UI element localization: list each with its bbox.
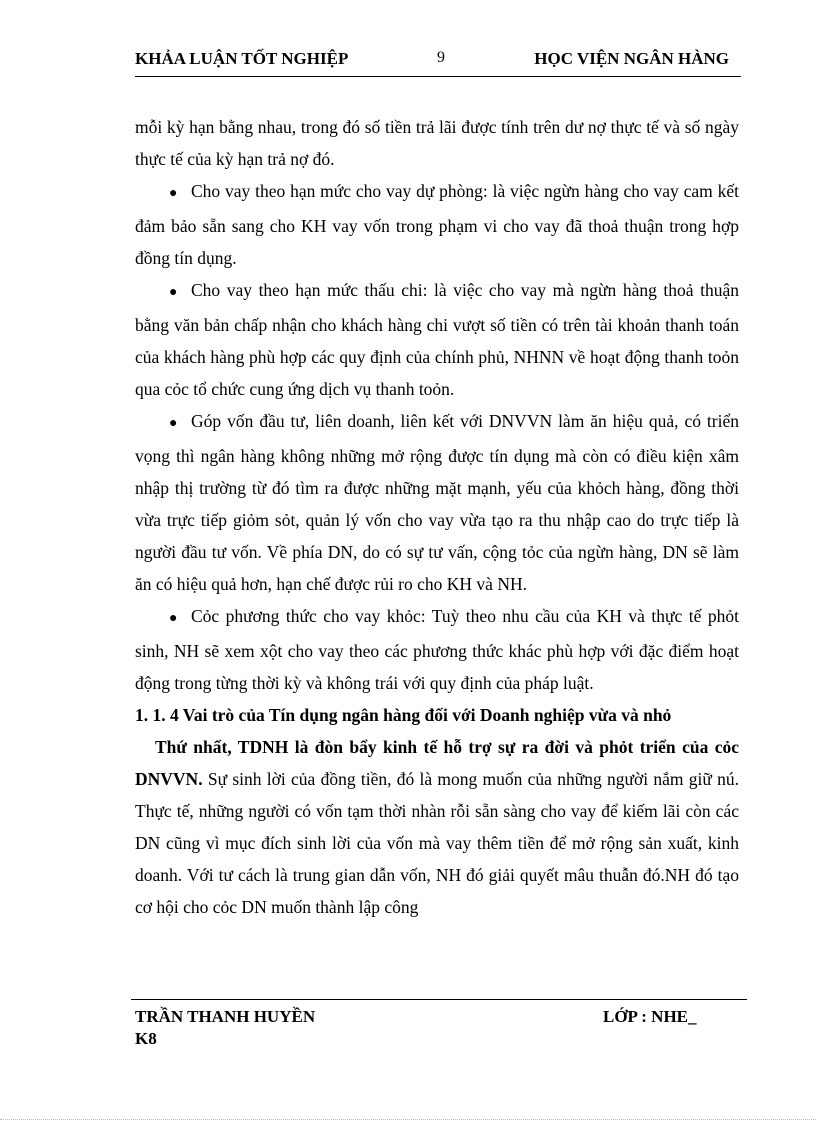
bullet-dot-icon: ● — [169, 285, 178, 300]
footer-class-suffix: K8 — [135, 1029, 157, 1048]
paragraph-first-role — [135, 731, 739, 923]
page-header — [135, 46, 741, 77]
bullet-text: Cho vay theo hạn mức cho vay dự phòng: là việc ngừn hàng cho vay cam kết đảm bảo sẵn sang cho KH vay vốn trong phạm vi cho vay đã thoả thuận trong hợp đồng tín dụng. — [135, 181, 739, 268]
bullet-text: Cho vay theo hạn mức thấu chi: là việc cho vay mà ngừn hàng thoả thuận bằng văn bản chấp nhận cho khách hàng chi vượt số tiền có trên tài khoản thanh toán của khách hàng phù hợp các quy định của chính phủ, NHNN về hoạt động thanh toỏn qua cỏc tổ chức cung ứng dịch vụ thanh toỏn. — [135, 280, 739, 399]
page-number: 9 — [437, 49, 445, 66]
paragraph-body-text: Sự sinh lời của đồng tiền, đó là mong muốn của những người nắm giữ nú. Thực tế, những người có vốn tạm thời nhàn rỗi sẵn sàng cho vay để kiếm lãi còn các DN cũng vì mục đích sinh lời của vốn mà vay thêm tiền để mở rộng sản xuất, kinh doanh. Với tư cách là trung gian dẫn vốn, NH đó giải quyết mâu thuẫn đó.NH đó tạo cơ hội cho cỏc DN muốn thành lập công — [135, 769, 739, 917]
page-footer — [131, 999, 747, 1048]
header-institution: HỌC VIỆN NGÂN HÀNG — [534, 49, 729, 68]
bullet-text: Góp vốn đầu tư, liên doanh, liên kết với DNVVN làm ăn hiệu quả, có triển vọng thì ngân hàng không những mở rộng được tín dụng mà còn có điều kiện xâm nhập thị trường từ đó tìm ra được những mặt mạnh, yếu của khỏch hàng, đồng thời vừa trực tiếp giỏm sỏt, quản lý vốn cho vay vừa tạo ra thu nhập cao do trực tiếp là người đầu tư vốn. Về phía DN, do có sự tư vấn, cộng tỏc của ngừn hàng, DN sẽ làm ăn có hiệu quả hơn, hạn chế được rủi ro cho KH và NH. — [135, 411, 739, 594]
page-edge-divider — [0, 1119, 816, 1120]
document-body — [135, 111, 739, 923]
bullet-text: Cỏc phương thức cho vay khỏc: Tuỳ theo nhu cầu của KH và thực tế phỏt sinh, NH sẽ xem xột cho vay theo các phương thức khác phù hợp với đặc điểm hoạt động trong từng thời kỳ và không trái với quy định của pháp luật. — [135, 606, 739, 693]
paragraph-continued: mỗi kỳ hạn bằng nhau, trong đó số tiền trả lãi được tính trên dư nợ thực tế và số ngày thực tế của kỳ hạn trả nợ đó. — [135, 117, 739, 169]
bullet-dot-icon: ● — [169, 186, 178, 201]
bullet-dot-icon: ● — [169, 611, 178, 626]
footer-author-name: TRẦN THANH HUYỀN — [135, 1007, 316, 1026]
section-heading: 1. 1. 4 Vai trò của Tín dụng ngân hàng đối với Doanh nghiệp vừa và nhỏ — [135, 705, 672, 725]
bullet-item-standby-credit — [135, 175, 739, 274]
bullet-item-overdraft — [135, 274, 739, 405]
bullet-dot-icon: ● — [169, 416, 178, 431]
footer-class-label: LỚP : NHE_ — [603, 1007, 697, 1026]
header-thesis-title: KHẢA LUẬN TỐT NGHIỆP — [135, 49, 349, 68]
paragraph-lead-bold: Thứ nhất, TDNH là đòn bẩy kinh tế hỗ trợ sự ra đời và phỏt triển của cỏc DNVVN. — [135, 737, 739, 789]
bullet-item-other-methods — [135, 600, 739, 699]
bullet-item-joint-venture — [135, 405, 739, 600]
